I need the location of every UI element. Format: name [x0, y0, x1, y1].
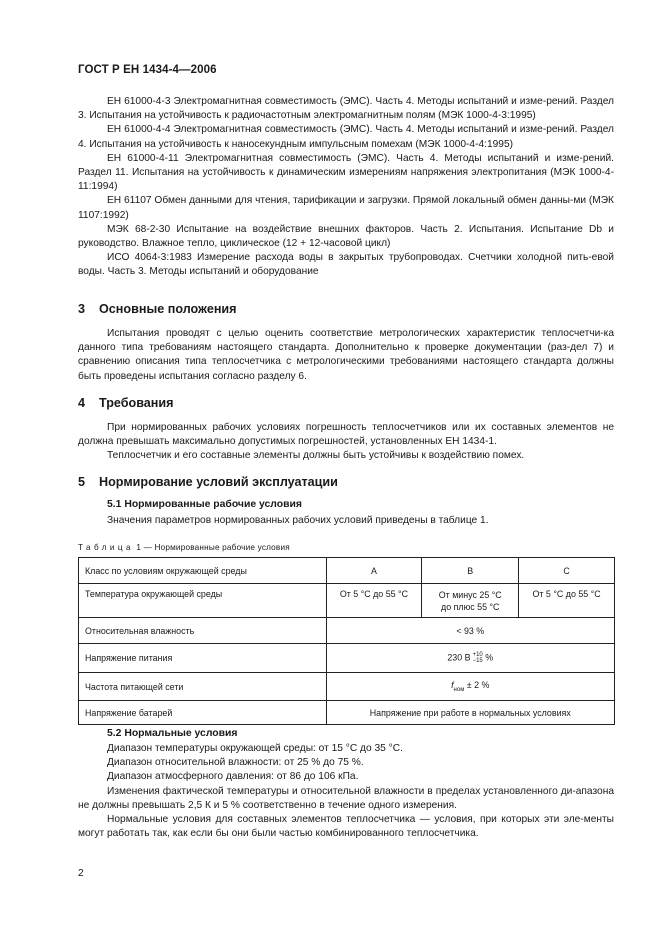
table-cell: А [326, 558, 422, 584]
table-cell: < 93 % [326, 618, 614, 644]
section-paragraph: Диапазон атмосферного давления: от 86 до 106 кПа. [107, 771, 359, 783]
table-row [79, 701, 615, 725]
table-cell: Класс по условиям окружающей среды [79, 558, 327, 584]
table-cell: В [422, 558, 519, 584]
section-paragraph: При нормированных рабочих условиях погрешность теплосчетчиков или их составных элементов не должна превышать максимально допустимых погрешностей, установленных ЕН 1434-1. [78, 422, 614, 448]
reference-item: ЕН 61000-4-3 Электромагнитная совместимость (ЭМС). Часть 4. Методы испытаний и изме-рений. Раздел 3. Испытания на устойчивость к радиочастотным электромагнитным полям (МЭК 1000-4-3:1995) [78, 96, 614, 122]
section-paragraph: Значения параметров нормированных рабочих условий приведены в таблице 1. [107, 515, 489, 526]
table-cell: Частота питающей сети [79, 673, 327, 701]
reference-item: МЭК 68-2-30 Испытание на воздействие внешних факторов. Часть 2. Испытания. Испытание Db и руководство. Влажное тепло, циклическое (12 + 12-часовой цикл) [78, 223, 614, 250]
page-number: 2 [78, 868, 84, 879]
table-cell: От 5 °С до 55 °С [519, 584, 615, 618]
section-paragraph: Диапазон температуры окружающей среды: от 15 °С до 35 °С. [107, 743, 403, 754]
table-row [79, 584, 615, 618]
operating-conditions-table [78, 557, 615, 725]
section-5-2 [78, 728, 614, 841]
subsection-heading: 5.1 Нормированные рабочие условия [107, 499, 302, 510]
reference-item: ИСО 4064-3:1983 Измерение расхода воды в закрытых трубопроводах. Счетчики холодной пить-евой воды. Часть 3. Методы испытаний и оборудование [78, 252, 614, 278]
subsection-heading: 5.2 Нормальные условия [107, 728, 238, 739]
section-heading: 4 Требования [78, 396, 174, 410]
table-cell: Напряжение при работе в нормальных условиях [326, 701, 614, 725]
section-4 [78, 396, 614, 464]
normative-references [78, 95, 614, 280]
table-row [79, 673, 615, 701]
reference-item: ЕН 61107 Обмен данными для чтения, тарификации и загрузки. Прямой локальный обмен данны-ми (МЭК 1107:1992) [78, 195, 614, 221]
table-caption: Таблица 1 — Нормированные рабочие условия [78, 543, 290, 552]
table-cell: Относительная влажность [79, 618, 327, 644]
document-header: ГОСТ Р ЕН 1434-4—2006 [78, 64, 217, 76]
reference-item: ЕН 61000-4-11 Электромагнитная совместимость (ЭМС). Часть 4. Методы испытаний и изме-рений. Раздел 11. Испытания на устойчивость к динамическим измерениям напряжения электропитания (МЭК 1000-4-11:1994) [78, 152, 614, 193]
section-paragraph: Испытания проводят с целью оценить соответствие метрологических характеристик теплосчетчи-ка данного типа требованиям настоящего стандарта. Дополнительно к проверке документации (раз-дел 7) и сравнению описания типа теплосчетчика с метрологическими требованиями настоящего стандарта должны быть проведены испытания согласно разделу 6. [78, 328, 614, 382]
table-cell: Температура окружающей среды [79, 584, 327, 618]
section-3 [78, 302, 614, 384]
table-cell: Напряжение батарей [79, 701, 327, 725]
section-heading: 3 Основные положения [78, 302, 237, 316]
table-row [79, 558, 615, 584]
section-heading: 5 Нормирование условий эксплуатации [78, 475, 338, 489]
table-cell: $f_{ном} \pm 2$ % [326, 673, 614, 701]
table-cell: С [519, 558, 615, 584]
section-paragraph: Изменения фактической температуры и относительной влажности в пределах установленного ди-апазона не должны превышать 2,5 К и 5 % соответственно в течение одного измерения. [78, 785, 614, 811]
reference-item: ЕН 61000-4-4 Электромагнитная совместимость (ЭМС). Часть 4. Методы испытаний и изме-рений. Раздел 4. Испытания на устойчивость к наносекундным импульсным помехам (МЭК 1000-4-4:1995) [78, 124, 614, 150]
table-cell: Напряжение питания [79, 644, 327, 673]
table-cell: 230 В +10 −15 % [326, 644, 614, 673]
table-cell: От минус 25 °С до плюс 55 °С [422, 584, 519, 618]
section-paragraph: Нормальные условия для составных элементов теплосчетчика — условия, при которых эти эле-менты могут работать так, как если бы они были частью комбинированного теплосчетчика. [78, 814, 614, 840]
table-row [79, 644, 615, 673]
section-5 [78, 475, 614, 528]
table-row [79, 618, 615, 644]
table-cell: От 5 °С до 55 °С [326, 584, 422, 618]
section-paragraph: Диапазон относительной влажности: от 25 % до 75 %. [107, 757, 364, 769]
section-paragraph: Теплосчетчик и его составные элементы должны быть устойчивы к воздействию помех. [107, 450, 525, 462]
